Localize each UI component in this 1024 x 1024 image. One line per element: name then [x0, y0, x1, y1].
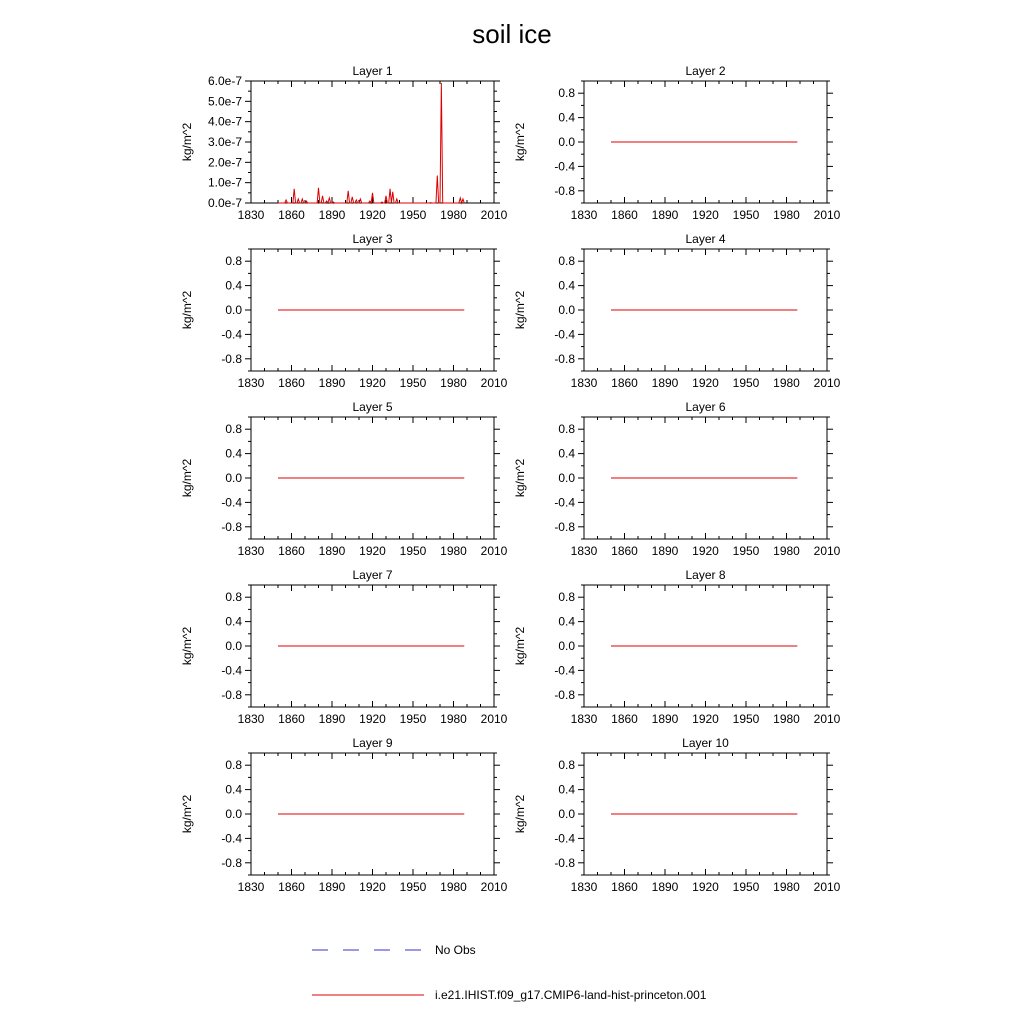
y-tick-label: -0.4 — [221, 663, 242, 678]
x-tick-label: 2010 — [480, 376, 508, 390]
x-tick-label: 1950 — [732, 712, 760, 726]
y-tick-label: 0.0 — [558, 639, 575, 653]
x-tick-label: 1980 — [773, 544, 800, 558]
y-tick-label: 0.8 — [558, 86, 575, 101]
x-tick-label: 1890 — [318, 880, 346, 894]
y-tick-label: 0.0 — [558, 471, 575, 485]
panels — [180, 64, 841, 894]
y-tick-label: 0.4 — [225, 614, 242, 629]
y-tick-label: 0.0 — [225, 639, 242, 653]
panel-title: Layer 1 — [352, 64, 393, 78]
y-axis-label: kg/m^2 — [180, 458, 194, 498]
panel-layer-3 — [180, 232, 508, 390]
y-tick-label: 3.0e-7 — [207, 135, 242, 149]
x-tick-label: 1830 — [570, 544, 598, 558]
panel-layer-5 — [180, 400, 508, 558]
x-tick-label: 1980 — [440, 712, 467, 726]
y-axis-label: kg/m^2 — [180, 794, 194, 834]
x-tick-label: 1830 — [570, 376, 598, 390]
legend-entry — [312, 988, 707, 1002]
legend — [312, 943, 707, 1002]
y-tick-label: 5.0e-7 — [207, 94, 242, 109]
panel-layer-10 — [513, 736, 841, 894]
x-tick-label: 1890 — [318, 712, 346, 726]
y-tick-label: -0.8 — [221, 351, 242, 366]
x-tick-label: 1920 — [692, 208, 719, 222]
y-tick-label: 0.4 — [558, 446, 575, 461]
x-tick-label: 1890 — [318, 208, 346, 222]
y-axis-label: kg/m^2 — [513, 290, 527, 330]
y-tick-label: 0.8 — [225, 422, 242, 437]
y-tick-label: 0.8 — [225, 590, 242, 605]
y-tick-label: 0.4 — [558, 782, 575, 797]
y-tick-label: 6.0e-7 — [207, 74, 242, 88]
x-tick-label: 1860 — [278, 880, 305, 894]
plot-frame — [251, 81, 494, 203]
x-tick-label: 1980 — [773, 376, 800, 390]
y-tick-label: 0.4 — [225, 278, 242, 293]
figure-title: soil ice — [472, 19, 552, 49]
x-tick-label: 1890 — [651, 376, 679, 390]
x-tick-label: 1980 — [440, 376, 467, 390]
y-tick-label: -0.4 — [554, 159, 575, 174]
y-axis-label: kg/m^2 — [180, 290, 194, 330]
y-tick-label: 0.0 — [225, 471, 242, 485]
panel-layer-2 — [513, 64, 841, 222]
y-tick-label: 0.8 — [225, 758, 242, 773]
x-tick-label: 1920 — [359, 376, 386, 390]
panel-title: Layer 7 — [352, 568, 393, 582]
x-tick-label: 1920 — [359, 880, 386, 894]
y-tick-label: 0.4 — [225, 446, 242, 461]
x-tick-label: 1830 — [237, 376, 265, 390]
y-tick-label: 0.4 — [558, 278, 575, 293]
y-tick-label: 0.0e-7 — [207, 196, 242, 210]
x-tick-label: 1950 — [732, 880, 760, 894]
y-tick-label: 0.8 — [558, 758, 575, 773]
y-axis-label: kg/m^2 — [180, 626, 194, 666]
panel-layer-6 — [513, 400, 841, 558]
y-tick-label: -0.8 — [221, 855, 242, 870]
x-tick-label: 1890 — [651, 880, 679, 894]
x-tick-label: 1830 — [570, 712, 598, 726]
y-tick-label: -0.4 — [221, 327, 242, 342]
x-tick-label: 1950 — [399, 376, 427, 390]
x-tick-label: 2010 — [813, 544, 841, 558]
y-tick-label: 0.0 — [225, 807, 242, 821]
y-axis-label: kg/m^2 — [513, 626, 527, 666]
x-tick-label: 1950 — [399, 208, 427, 222]
x-tick-label: 1980 — [440, 544, 467, 558]
y-tick-label: -0.8 — [221, 687, 242, 702]
panel-title: Layer 4 — [685, 232, 726, 246]
x-tick-label: 2010 — [480, 544, 508, 558]
y-axis-label: kg/m^2 — [180, 122, 194, 162]
panel-layer-9 — [180, 736, 508, 894]
x-tick-label: 1950 — [732, 376, 760, 390]
y-tick-label: -0.4 — [221, 495, 242, 510]
y-tick-label: -0.8 — [554, 687, 575, 702]
y-tick-label: 0.0 — [558, 807, 575, 821]
x-tick-label: 1920 — [692, 376, 719, 390]
x-tick-label: 1860 — [611, 880, 638, 894]
x-tick-label: 1980 — [773, 712, 800, 726]
series-line — [278, 83, 464, 203]
x-tick-label: 1860 — [278, 712, 305, 726]
x-tick-label: 1890 — [651, 712, 679, 726]
x-tick-label: 1920 — [359, 208, 386, 222]
y-tick-label: 0.8 — [225, 254, 242, 269]
x-tick-label: 2010 — [813, 208, 841, 222]
x-tick-label: 1980 — [773, 208, 800, 222]
y-tick-label: -0.8 — [554, 351, 575, 366]
y-tick-label: 0.8 — [558, 422, 575, 437]
y-tick-label: 0.8 — [558, 590, 575, 605]
y-tick-label: -0.8 — [554, 855, 575, 870]
x-tick-label: 1890 — [651, 544, 679, 558]
x-tick-label: 1830 — [237, 544, 265, 558]
y-axis-label: kg/m^2 — [513, 458, 527, 498]
y-tick-label: 0.0 — [558, 135, 575, 149]
y-tick-label: 0.0 — [558, 303, 575, 317]
x-tick-label: 1920 — [359, 544, 386, 558]
y-tick-label: -0.4 — [554, 663, 575, 678]
y-tick-label: -0.4 — [221, 831, 242, 846]
y-tick-label: -0.8 — [554, 183, 575, 198]
x-tick-label: 1920 — [692, 544, 719, 558]
legend-label: i.e21.IHIST.f09_g17.CMIP6-land-hist-princeton.001 — [435, 988, 707, 1002]
x-tick-label: 2010 — [480, 208, 508, 222]
panel-title: Layer 8 — [685, 568, 726, 582]
y-tick-label: 0.4 — [225, 782, 242, 797]
x-tick-label: 1860 — [611, 712, 638, 726]
x-tick-label: 1890 — [318, 376, 346, 390]
x-tick-label: 1860 — [278, 208, 305, 222]
y-tick-label: -0.8 — [221, 519, 242, 534]
y-tick-label: 0.8 — [558, 254, 575, 269]
y-tick-label: 1.0e-7 — [207, 175, 242, 190]
x-tick-label: 1830 — [237, 208, 265, 222]
x-tick-label: 1980 — [440, 208, 467, 222]
y-tick-label: -0.4 — [554, 327, 575, 342]
x-tick-label: 1830 — [570, 208, 598, 222]
x-tick-label: 1830 — [237, 712, 265, 726]
panel-layer-7 — [180, 568, 508, 726]
y-axis-label: kg/m^2 — [513, 122, 527, 162]
x-tick-label: 1890 — [651, 208, 679, 222]
panel-title: Layer 2 — [685, 64, 726, 78]
x-tick-label: 1860 — [611, 208, 638, 222]
panel-title: Layer 10 — [682, 736, 729, 750]
x-tick-label: 2010 — [813, 880, 841, 894]
y-tick-label: -0.4 — [554, 495, 575, 510]
legend-label: No Obs — [435, 943, 476, 957]
x-tick-label: 1860 — [611, 376, 638, 390]
x-tick-label: 1950 — [399, 712, 427, 726]
y-tick-label: -0.4 — [554, 831, 575, 846]
panel-layer-8 — [513, 568, 841, 726]
panel-title: Layer 6 — [685, 400, 726, 414]
x-tick-label: 1920 — [692, 880, 719, 894]
x-tick-label: 1980 — [440, 880, 467, 894]
y-axis-label: kg/m^2 — [513, 794, 527, 834]
y-tick-label: 0.4 — [558, 614, 575, 629]
x-tick-label: 1920 — [692, 712, 719, 726]
panel-title: Layer 3 — [352, 232, 393, 246]
x-tick-label: 2010 — [813, 712, 841, 726]
y-tick-label: -0.8 — [554, 519, 575, 534]
x-tick-label: 1890 — [318, 544, 346, 558]
x-tick-label: 1860 — [278, 544, 305, 558]
y-tick-label: 4.0e-7 — [207, 114, 242, 129]
y-tick-label: 2.0e-7 — [207, 155, 242, 170]
x-tick-label: 1950 — [399, 880, 427, 894]
x-tick-label: 1950 — [732, 208, 760, 222]
x-tick-label: 2010 — [480, 712, 508, 726]
panel-layer-4 — [513, 232, 841, 390]
legend-entry — [312, 943, 476, 957]
x-tick-label: 1860 — [278, 376, 305, 390]
x-tick-label: 1950 — [399, 544, 427, 558]
x-tick-label: 1920 — [359, 712, 386, 726]
x-tick-label: 2010 — [813, 376, 841, 390]
panel-title: Layer 5 — [352, 400, 393, 414]
x-tick-label: 1830 — [570, 880, 598, 894]
x-tick-label: 2010 — [480, 880, 508, 894]
x-tick-label: 1980 — [773, 880, 800, 894]
x-tick-label: 1830 — [237, 880, 265, 894]
panel-title: Layer 9 — [352, 736, 393, 750]
x-tick-label: 1950 — [732, 544, 760, 558]
panel-layer-1 — [180, 64, 508, 222]
y-tick-label: 0.4 — [558, 110, 575, 125]
y-tick-label: 0.0 — [225, 303, 242, 317]
x-tick-label: 1860 — [611, 544, 638, 558]
